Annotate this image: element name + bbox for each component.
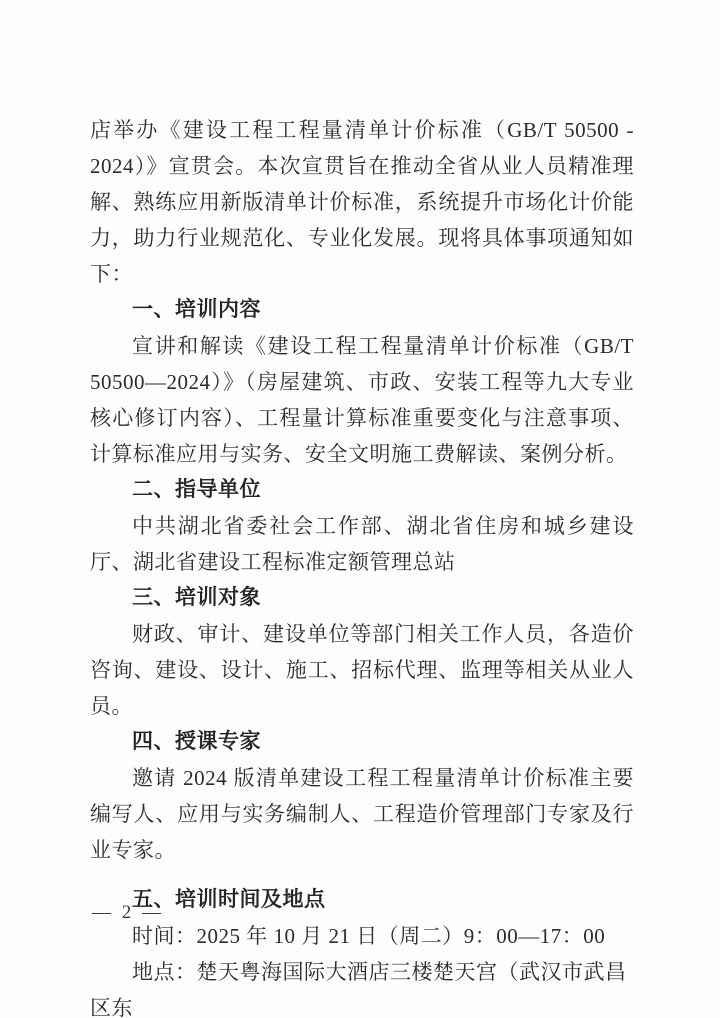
section-heading-lecturers: 四、授课专家: [132, 730, 261, 753]
training-location-line: 地点：楚天粤海国际大酒店三楼楚天宫（武汉市武昌区东: [90, 960, 627, 1018]
section-body-training-audience: 财政、审计、建设单位等部门相关工作人员，各造价咨询、建设、设计、施工、招标代理、监理等相关从业人员。: [90, 622, 634, 718]
intro-paragraph: 店举办《建设工程工程量清单计价标准（GB/T 50500 - 2024）》宣贯会。本次宣贯旨在推动全省从业人员精准理解、熟练应用新版清单计价标准，系统提升市场化计价能力，助力行业规范化、专业化发展。现将具体事项通知如下：: [90, 118, 634, 286]
footer-page-number: — 2 —: [92, 902, 164, 923]
section-body-training-content: 宣讲和解读《建设工程工程量清单计价标准（GB/T 50500—2024）》（房屋建筑、市政、安装工程等九大专业核心修订内容）、工程量计算标准重要变化与注意事项、计算标准应用与实务、安全文明施工费解读、案例分析。: [90, 334, 634, 466]
section-heading-guiding-units: 二、指导单位: [132, 478, 261, 501]
section-body-lecturers: 邀请 2024 版清单建设工程工程量清单计价标准主要编写人、应用与实务编制人、工程造价管理部门专家及行业专家。: [90, 766, 634, 862]
section-heading-training-content: 一、培训内容: [132, 298, 261, 321]
section-heading-time-location: 五、培训时间及地点: [132, 888, 326, 911]
training-time-line: 时间：2025 年 10 月 21 日（周二）9：00—17：00: [132, 924, 606, 948]
section-body-guiding-units: 中共湖北省委社会工作部、湖北省住房和城乡建设厅、湖北省建设工程标准定额管理总站: [90, 514, 634, 574]
section-heading-training-audience: 三、培训对象: [132, 586, 261, 609]
